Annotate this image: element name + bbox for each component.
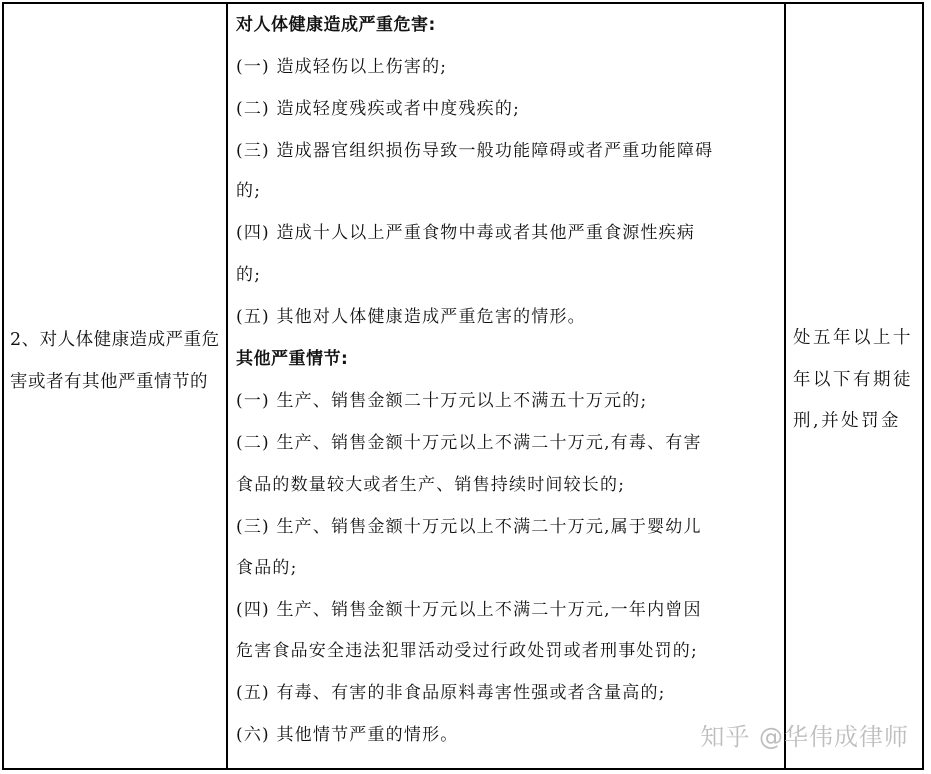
content-cell — [228, 4, 786, 768]
content-line: 危害食品安全违法犯罪活动受过行政处罚或者刑事处罚的; — [236, 641, 698, 661]
section-heading: 对人体健康造成严重危害: — [236, 15, 436, 35]
content-line: (一) 造成轻伤以上伤害的; — [236, 57, 448, 77]
content-line: (三) 造成器官组织损伤导致一般功能障碍或者严重功能障碍 — [236, 141, 714, 161]
content-line: (四) 造成十人以上严重食物中毒或者其他严重食源性疾病 — [236, 223, 696, 243]
content-line: (一) 生产、销售金额二十万元以上不满五十万元的; — [236, 391, 648, 411]
section-heading: 其他严重情节: — [236, 349, 349, 369]
content-line: (六) 其他情节严重的情形。 — [236, 725, 459, 745]
content-line: 的; — [236, 265, 262, 285]
content-line: 食品的数量较大或者生产、销售持续时间较长的; — [236, 475, 626, 495]
legal-table — [2, 2, 924, 770]
content-line: 的; — [236, 181, 262, 201]
content-line: (五) 其他对人体健康造成严重危害的情形。 — [236, 307, 586, 327]
category-cell — [4, 4, 228, 768]
content-line: (五) 有毒、有害的非食品原料毒害性强或者含量高的; — [236, 683, 666, 703]
watermark-text: 知乎 @华伟成律师 — [700, 723, 909, 751]
content-line: (二) 生产、销售金额十万元以上不满二十万元,有毒、有害 — [236, 433, 702, 453]
content-line: (二) 造成轻度残疾或者中度残疾的; — [236, 99, 520, 119]
category-text: 2、对人体健康造成严重危害或者有其他严重情节的 — [10, 330, 220, 392]
content-line: (三) 生产、销售金额十万元以上不满二十万元,属于婴幼儿 — [236, 517, 702, 537]
content-line: 食品的; — [236, 558, 298, 578]
penalty-text: 处五年以上十年以下有期徒刑,并处罚金 — [793, 328, 913, 431]
penalty-cell — [786, 4, 922, 768]
content-line: (四) 生产、销售金额十万元以上不满二十万元,一年内曾因 — [236, 600, 702, 620]
